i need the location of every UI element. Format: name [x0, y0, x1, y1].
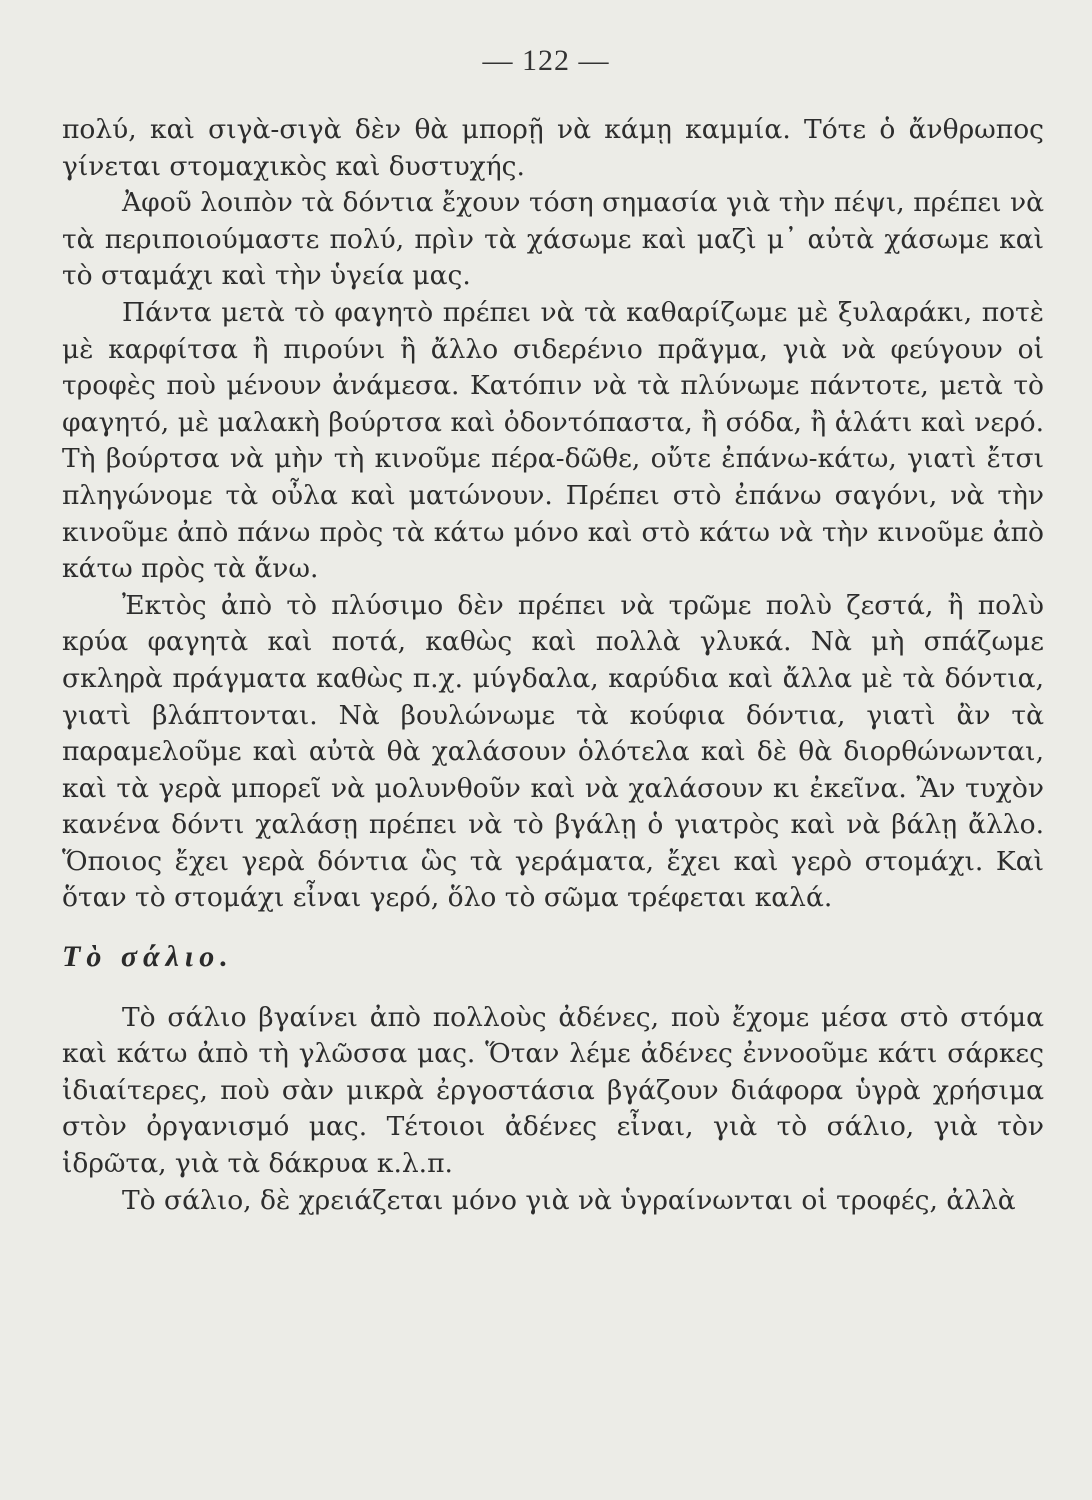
- section-heading-saliva: Τὸ σάλιο.: [62, 940, 234, 974]
- paragraph-teeth-importance: Ἀφοῦ λοιπὸν τὰ δόντια ἔχουν τόση σημασία γιὰ τὴν πέψι, πρέπει νὰ τὰ περιποιούμαστε πολύ, πρὶν τὰ χάσωμε καὶ μαζὶ μ᾽ αὐτὰ χάσωμε καὶ τὸ σταμάχι καὶ τὴν ὑγεία μας.: [62, 187, 1044, 292]
- paragraph-continuation: πολύ, καὶ σιγὰ-σιγὰ δὲν θὰ μπορῇ νὰ κάμῃ καμμία. Τότε ὁ ἄνθρωπος γίνεται στομαχικὸς καὶ δυστυχής.: [62, 114, 1044, 182]
- paragraph-teeth-cleaning: Πάντα μετὰ τὸ φαγητὸ πρέπει νὰ τὰ καθαρίζωμε μὲ ξυλαράκι, ποτὲ μὲ καρφίτσα ἢ πιρούνι ἢ ἄλλο σιδερένιο πρᾶγμα, γιὰ νὰ φεύγουν οἱ τροφὲς ποὺ μένουν ἀνάμεσα. Κατόπιν νὰ τὰ πλύνωμε πάντοτε, μετὰ τὸ φαγητό, μὲ μαλακὴ βούρτσα καὶ ὀδοντόπαστα, ἢ σόδα, ἢ ἁλάτι καὶ νερό. Τὴ βούρτσα νὰ μὴν τὴ κινοῦμε πέρα-δῶθε, οὔτε ἐπάνω-κάτω, γιατὶ ἔτσι πληγώνομε τὰ οὖλα καὶ ματώνουν. Πρέπει στὸ ἐπάνω σαγόνι, νὰ τὴν κινοῦμε ἀπὸ πάνω πρὸς τὰ κάτω μόνο καὶ στὸ κάτω νὰ τὴν κινοῦμε ἀπὸ κάτω πρὸς τὰ ἄνω.: [62, 296, 1044, 585]
- paragraph-saliva-function: Τὸ σάλιο, δὲ χρειάζεται μόνο γιὰ νὰ ὑγραίνωνται οἱ τροφές, ἀλλὰ: [122, 1184, 1016, 1216]
- page-number: — 122 —: [482, 44, 610, 77]
- page-body: [62, 112, 1044, 1219]
- paragraph-saliva-glands: Τὸ σάλιο βγαίνει ἀπὸ πολλοὺς ἀδένες, ποὺ ἔχομε μέσα στὸ στόμα καὶ κάτω ἀπὸ τὴ γλῶσσα μας. Ὅταν λέμε ἀδένες ἐννοοῦμε κάτι σάρκες ἰδιαίτερες, ποὺ σὰν μικρὰ ἐργοστάσια βγάζουν διάφορα ὑγρὰ χρήσιμα στὸν ὀργανισμό μας. Τέτοιοι ἀδένες εἶναι, γιὰ τὸ σάλιο, γιὰ τὸν ἱδρῶτα, γιὰ τὰ δάκρυα κ.λ.π.: [62, 1001, 1044, 1180]
- paragraph-teeth-care: Ἐκτὸς ἀπὸ τὸ πλύσιμο δὲν πρέπει νὰ τρῶμε πολὺ ζεστά, ἢ πολὺ κρύα φαγητὰ καὶ ποτά, καθὼς καὶ πολλὰ γλυκά. Νὰ μὴ σπάζωμε σκληρὰ πράγματα καθὼς π.χ. μύγδαλα, καρύδια καὶ ἄλλα μὲ τὰ δόντια, γιατὶ βλάπτονται. Νὰ βουλώνωμε τὰ κούφια δόντια, γιατὶ ἂν τὰ παραμελοῦμε καὶ αὐτὰ θὰ χαλάσουν ὁλότελα καὶ δὲ θὰ διορθώνωνται, καὶ τὰ γερὰ μπορεῖ νὰ μολυνθοῦν καὶ νὰ χαλάσουν κι ἐκεῖνα. Ἂν τυχὸν κανένα δόντι χαλάσῃ πρέπει νὰ τὸ βγάλῃ ὁ γιατρὸς καὶ νὰ βάλῃ ἄλλο. Ὅποιος ἔχει γερὰ δόντια ὣς τὰ γεράματα, ἔχει καὶ γερὸ στομάχι. Καὶ ὅταν τὸ στομάχι εἶναι γερό, ὅλο τὸ σῶμα τρέφεται καλά.: [62, 589, 1044, 914]
